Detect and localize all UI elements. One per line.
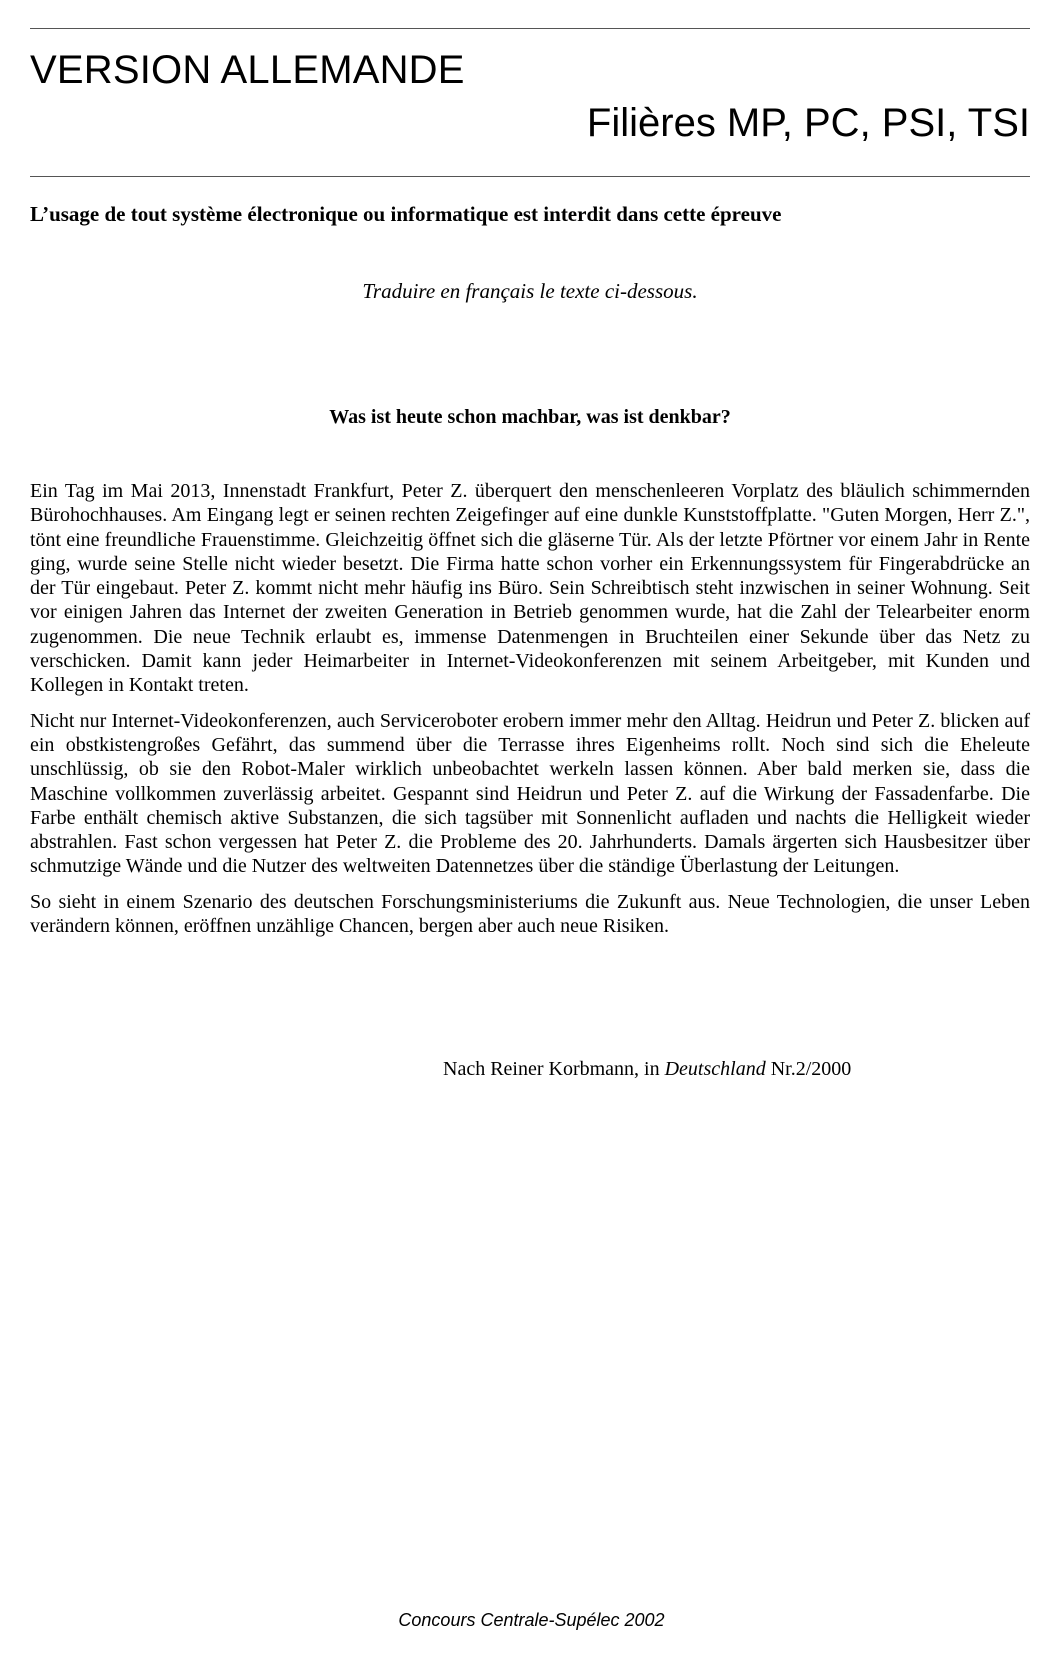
header-rule [30,176,1030,177]
top-rule [30,28,1030,29]
footer-exam-name: Concours Centrale-Supélec 2002 [398,1610,665,1630]
body-text [30,479,1030,949]
exam-title: VERSION ALLEMANDE [30,48,465,92]
source-prefix: Nach Reiner Korbmann, in [443,1058,665,1080]
source-citation [443,1056,851,1082]
exam-subtitle: Filières MP, PC, PSI, TSI [586,101,1030,145]
source-suffix: Nr.2/2000 [765,1058,852,1080]
paragraph-2: Nicht nur Internet-Videokonferenzen, auch Serviceroboter erobern immer mehr den Alltag. Heidrun und Peter Z. blicken auf ein obstkistengroßes Gefährt, das summend über die Terrasse ihres Eigenheims rollt. Noch sind sich die Eheleute unschlüssig, ob sie den Robot-Maler wirklich unbeobachtet werkeln lassen können. Aber bald merken sie, dass die Maschine vollkommen zuverlässig arbeitet. Gespannt sind Heidrun und Peter Z. auf die Wirkung der Fassadenfarbe. Die Farbe enthält chemisch aktive Substanzen, die sich tagsüber mit Sonnenlicht aufladen und nachts die Helligkeit wieder abstrahlen. Fast schon vergessen hat Peter Z. die Probleme des 20. Jahrhunderts. Damals ärgerten sich Hausbesitzer über schmutzige Wände und die Nutzer des weltweiten Datennetzes über die ständige Überlastung der Leitungen. [30,709,1030,878]
paragraph-1: Ein Tag im Mai 2013, Innenstadt Frankfurt, Peter Z. überquert den menschenleeren Vorplatz des bläulich schimmernden Bürohochhauses. Am Eingang legt er seinen rechten Zeigefinger auf eine dunkle Kunststoffplatte. "Guten Morgen, Herr Z.", tönt eine freundliche Frauenstimme. Gleichzeitig öffnet sich die gläserne Tür. Als der letzte Pförtner vor einem Jahr in Rente ging, wurde seine Stelle nicht wieder besetzt. Die Firma hatte schon vorher ein Erkennungssystem für Fingerabdrücke an der Tür eingebaut. Peter Z. kommt nicht mehr häufig ins Büro. Sein Schreibtisch steht inzwischen in seiner Wohnung. Seit vor einigen Jahren das Internet der zweiten Generation in Betrieb genommen wurde, hat die Zahl der Telearbeiter enorm zugenommen. Die neue Technik erlaubt es, immense Datenmengen in Bruchteilen einer Sekunde über das Netz zu verschicken. Damit kann jeder Heimarbeiter in Internet-Videokonferenzen mit seinem Arbeitgeber, mit Kunden und Kollegen in Kontakt treten. [30,480,1030,697]
usage-notice: L’usage de tout système électronique ou informatique est interdit dans cette épreuve [30,202,782,226]
paragraph-3: So sieht in einem Szenario des deutschen Forschungsministeriums die Zukunft aus. Neue Technologien, die unser Leben verändern können, eröffnen unzählige Chancen, bergen aber auch neue Risiken. [30,890,1030,938]
source-publication: Deutschland [664,1058,766,1080]
translation-instruction: Traduire en français le texte ci-dessous. [362,279,698,303]
text-title: Was ist heute schon machbar, was ist denkbar? [329,406,731,428]
exam-page [30,0,1030,1654]
